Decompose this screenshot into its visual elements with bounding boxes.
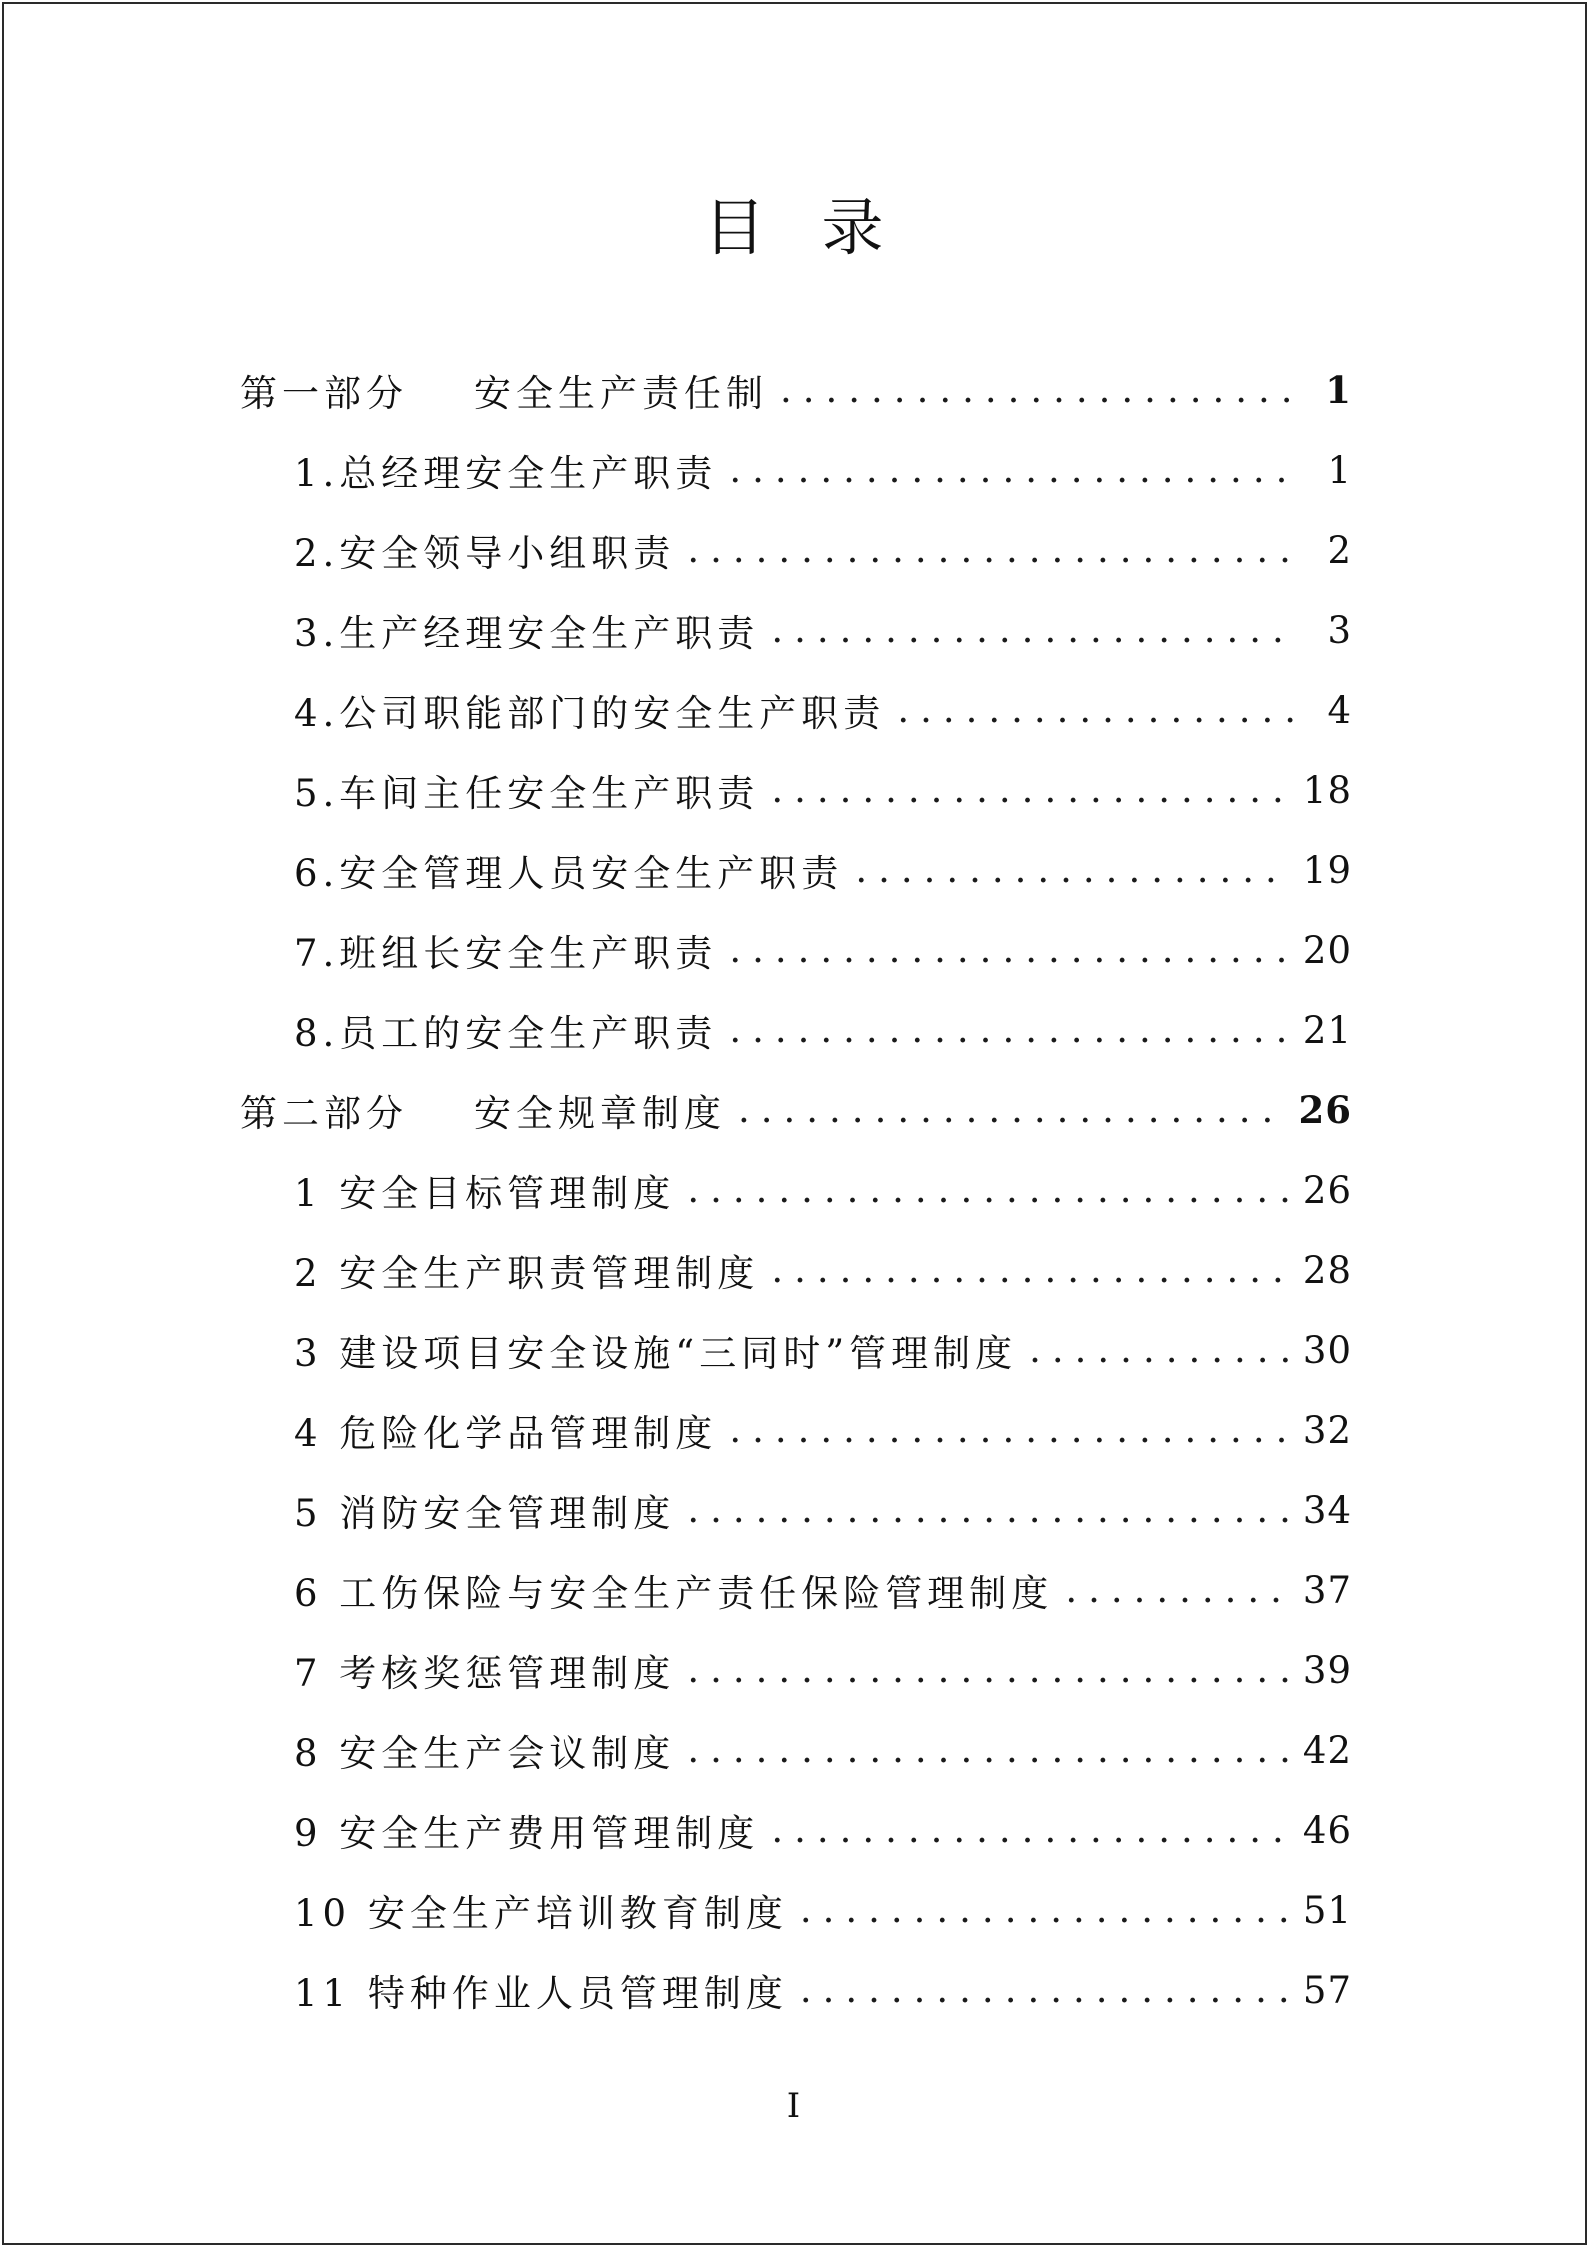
toc-entry-title: 2 安全生产职责管理制度: [294, 1252, 760, 1295]
toc-page-number: 34: [1302, 1488, 1352, 1532]
toc-entry-title: 5 消防安全管理制度: [294, 1492, 676, 1535]
table-of-contents: [240, 350, 1352, 2030]
toc-entry-title: 11 特种作业人员管理制度: [294, 1972, 788, 2015]
title-char-2: 录: [821, 191, 884, 264]
toc-entry[interactable]: [240, 830, 1352, 910]
toc-part-title: 安全生产责任制: [474, 372, 768, 415]
toc-page-number: 28: [1302, 1248, 1352, 1292]
toc-page-number: 26: [1298, 1088, 1352, 1132]
toc-entry-title: 6.安全管理人员安全生产职责: [294, 852, 844, 895]
dot-leader: [687, 1728, 1289, 1772]
dot-leader: [729, 928, 1289, 972]
dot-leader: [729, 1008, 1289, 1052]
toc-page-number: 3: [1327, 608, 1352, 652]
toc-entry-title: 8 安全生产会议制度: [294, 1732, 676, 1775]
toc-entry[interactable]: [240, 1710, 1352, 1790]
toc-entry-title: 5.车间主任安全生产职责: [294, 772, 760, 815]
toc-page-number: 2: [1327, 528, 1352, 572]
toc-entry-title: 7 考核奖惩管理制度: [294, 1652, 676, 1695]
toc-page-number: 39: [1302, 1648, 1352, 1692]
toc-page-number: 1: [1327, 448, 1352, 492]
toc-entry-title: 7.班组长安全生产职责: [294, 932, 718, 975]
dot-leader: [687, 1168, 1289, 1212]
toc-entry[interactable]: [240, 1470, 1352, 1550]
dot-leader: [800, 1968, 1289, 2012]
toc-entry-title: 10 安全生产培训教育制度: [294, 1892, 788, 1935]
dot-leader: [687, 528, 1294, 572]
dot-leader: [897, 688, 1294, 732]
toc-page-number: 21: [1302, 1008, 1352, 1052]
dot-leader: [771, 1808, 1289, 1852]
toc-page-number: 57: [1302, 1968, 1352, 2012]
toc-page-number: 26: [1302, 1168, 1352, 1212]
toc-entry-title: 8.员工的安全生产职责: [294, 1012, 718, 1055]
toc-entry[interactable]: [240, 670, 1352, 750]
dot-leader: [800, 1888, 1289, 1932]
toc-entry-title: 1.总经理安全生产职责: [294, 452, 718, 495]
toc-page-number: 37: [1302, 1568, 1352, 1612]
toc-entry-title: 4 危险化学品管理制度: [294, 1412, 718, 1455]
toc-page-number: 46: [1302, 1808, 1352, 1852]
toc-entry[interactable]: [240, 1950, 1352, 2030]
toc-entry[interactable]: [240, 1870, 1352, 1950]
toc-page-number: 4: [1327, 688, 1352, 732]
toc-part-heading[interactable]: [240, 350, 1352, 430]
dot-leader: [729, 448, 1294, 492]
toc-part-title: 安全规章制度: [474, 1092, 726, 1135]
toc-page-number: 19: [1302, 848, 1352, 892]
dot-leader: [780, 368, 1294, 412]
toc-entry[interactable]: [240, 910, 1352, 990]
toc-part-heading[interactable]: [240, 1070, 1352, 1150]
toc-entry-title: 6 工伤保险与安全生产责任保险管理制度: [294, 1572, 1054, 1615]
dot-leader: [1029, 1328, 1289, 1372]
page-title: [0, 188, 1587, 268]
toc-entry-title: 9 安全生产费用管理制度: [294, 1812, 760, 1855]
dot-leader: [738, 1088, 1285, 1132]
toc-page-number: 30: [1302, 1328, 1352, 1372]
toc-page-number: 1: [1325, 368, 1352, 412]
dot-leader: [1065, 1568, 1289, 1612]
toc-entry[interactable]: [240, 1310, 1352, 1390]
toc-entry[interactable]: [240, 1790, 1352, 1870]
dot-leader: [771, 1248, 1289, 1292]
toc-entry[interactable]: [240, 510, 1352, 590]
toc-page-number: 18: [1302, 768, 1352, 812]
toc-entry[interactable]: [240, 990, 1352, 1070]
title-char-1: 目: [703, 191, 766, 264]
toc-entry-title: 1 安全目标管理制度: [294, 1172, 676, 1215]
toc-part-label: 第一部分: [240, 372, 408, 415]
toc-entry-title: 4.公司职能部门的安全生产职责: [294, 692, 886, 735]
dot-leader: [687, 1648, 1289, 1692]
toc-part-label: 第二部分: [240, 1092, 408, 1135]
toc-page-number: 51: [1302, 1888, 1352, 1932]
toc-page-number: 42: [1302, 1728, 1352, 1772]
toc-entry[interactable]: [240, 430, 1352, 510]
toc-entry[interactable]: [240, 1630, 1352, 1710]
dot-leader: [771, 768, 1289, 812]
toc-entry-title: 2.安全领导小组职责: [294, 532, 676, 575]
toc-entry[interactable]: [240, 1150, 1352, 1230]
dot-leader: [855, 848, 1289, 892]
page-folio: I: [786, 2086, 801, 2126]
toc-page-number: 20: [1302, 928, 1352, 972]
toc-entry-title: 3.生产经理安全生产职责: [294, 612, 760, 655]
toc-entry[interactable]: [240, 590, 1352, 670]
dot-leader: [729, 1408, 1289, 1452]
dot-leader: [687, 1488, 1289, 1532]
toc-entry[interactable]: [240, 1230, 1352, 1310]
toc-page-number: 32: [1302, 1408, 1352, 1452]
toc-entry[interactable]: [240, 750, 1352, 830]
toc-entry[interactable]: [240, 1550, 1352, 1630]
toc-entry[interactable]: [240, 1390, 1352, 1470]
toc-entry-title: 3 建设项目安全设施“三同时”管理制度: [294, 1332, 1018, 1375]
dot-leader: [771, 608, 1294, 652]
